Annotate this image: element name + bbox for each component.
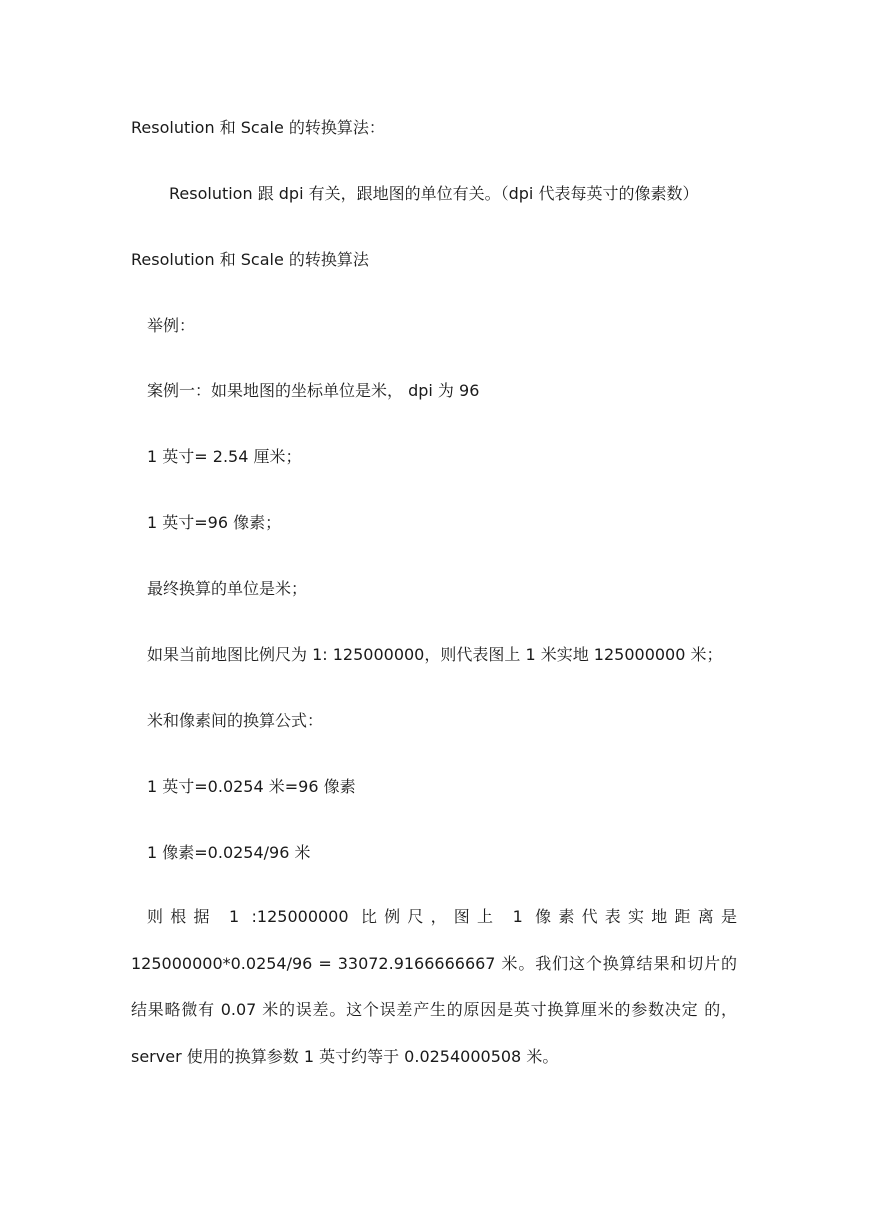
- final-unit: 最终换算的单位是米；: [147, 579, 308, 598]
- intro-paragraph: Resolution 跟 dpi 有关，跟地图的单位有关。（dpi 代表每英寸的像素数）: [169, 184, 699, 203]
- scale-example: 如果当前地图比例尺为 1: 125000000，则代表图上 1 米实地 125000000 米；: [147, 645, 723, 664]
- formula-title: 米和像素间的换算公式：: [147, 711, 324, 730]
- example-label: 举例：: [147, 316, 196, 335]
- formula-inch: 1 英寸=0.0254 米=96 像素: [147, 777, 356, 796]
- conclusion-paragraph: 则根据 1 :125000000 比例尺，图上 1 像素代表实地距离是 125000000*0.0254/96 = 33072.9166666667 米。我们这个换算结果和切片的结果略微有 0.07 米的误差。这个误差产生的原因是英寸换算厘米的参数决定 的，server 使用的换算参数 1 英寸约等于 0.0254000508 米。: [131, 907, 737, 1066]
- heading: Resolution 和 Scale 的转换算法：: [131, 118, 385, 137]
- inch-px: 1 英寸=96 像素；: [147, 513, 282, 532]
- subheading: Resolution 和 Scale 的转换算法: [131, 250, 369, 269]
- case-one: 案例一：如果地图的坐标单位是米， dpi 为 96: [147, 381, 480, 400]
- formula-px: 1 像素=0.0254/96 米: [147, 843, 311, 862]
- inch-cm: 1 英寸= 2.54 厘米；: [147, 447, 302, 466]
